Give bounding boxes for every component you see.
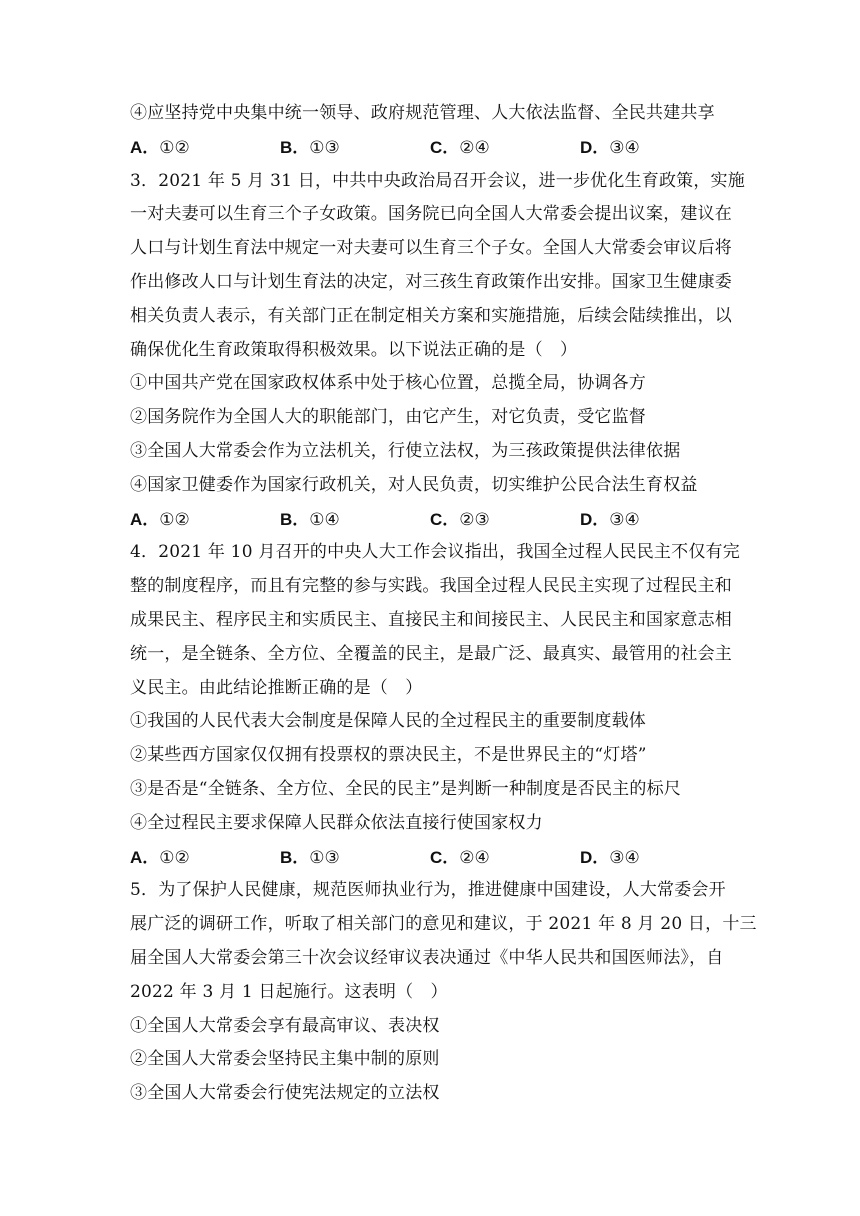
option-text: ①④ <box>309 509 340 530</box>
option-text: ①② <box>159 137 190 158</box>
option-letter: C． <box>430 847 460 867</box>
q4-stem-line: 整的制度程序，而且有完整的参与实践。我国全过程人民民主实现了过程民主和 <box>130 576 732 597</box>
option-text: ①③ <box>309 137 340 158</box>
q4-stem-line: 义民主。由此结论推断正确的是（ ） <box>130 677 423 698</box>
q3-stem-line: 3．2021 年 5 月 31 日，中共中央政治局召开会议，进一步优化生育政策，实施 <box>130 170 745 191</box>
q2-item-4: ④应坚持党中央集中统一领导、政府规范管理、人大依法监督、全民共建共享 <box>130 103 715 123</box>
q5-item-3: ③全国人大常委会行使宪法规定的立法权 <box>130 1083 440 1104</box>
q3-option-d <box>580 503 730 537</box>
q3-options <box>130 503 730 537</box>
q4-option-d <box>580 841 730 875</box>
q3-item-1: ①中国共产党在国家政权体系中处于核心位置，总揽全局，协调各方 <box>130 373 646 394</box>
option-letter: D． <box>580 509 610 529</box>
q4-stem-line: 成果民主、程序民主和实质民主、直接民主和间接民主、人民民主和国家意志相 <box>130 609 732 630</box>
q4-item-3: ③是否是“全链条、全方位、全民的民主”是判断一种制度是否民主的标尺 <box>130 778 681 799</box>
option-letter: D． <box>580 847 610 867</box>
q4-item-4: ④全过程民主要求保障人民群众依法直接行使国家权力 <box>130 812 543 833</box>
option-text: ①③ <box>309 847 340 868</box>
q3-item-3: ③全国人大常委会作为立法机关，行使立法权，为三孩政策提供法律依据 <box>130 440 681 461</box>
q2-option-b <box>280 131 430 165</box>
option-letter: D． <box>580 137 610 157</box>
q2-option-d <box>580 131 730 165</box>
q5-stem-line: 展广泛的调研工作，听取了相关部门的意见和建议，于 2021 年 8 月 20 日，十三 <box>130 914 757 935</box>
q3-stem-line: 相关负责人表示，有关部门正在制定相关方案和实施措施，后续会陆续推出，以 <box>130 305 732 326</box>
q3-item-4: ④国家卫健委作为国家行政机关，对人民负责，切实维护公民合法生育权益 <box>130 474 698 495</box>
q4-option-a <box>130 841 280 875</box>
option-text: ③④ <box>609 509 640 530</box>
q2-option-a <box>130 131 280 165</box>
option-letter: A． <box>130 847 160 867</box>
q4-option-c <box>430 841 580 875</box>
option-text: ①② <box>159 509 190 530</box>
option-text: ③④ <box>609 847 640 868</box>
option-letter: C． <box>430 509 460 529</box>
option-letter: B． <box>280 847 310 867</box>
option-text: ③④ <box>609 137 640 158</box>
q3-option-c <box>430 503 580 537</box>
option-text: ①② <box>159 847 190 868</box>
option-text: ②④ <box>459 847 490 868</box>
option-text: ②④ <box>459 137 490 158</box>
q4-item-1: ①我国的人民代表大会制度是保障人民的全过程民主的重要制度载体 <box>130 711 646 732</box>
q5-stem-line: 届全国人大常委会第三十次会议经审议表决通过《中华人民共和国医师法》，自 <box>130 947 724 968</box>
option-letter: C． <box>430 137 460 157</box>
q2-options <box>130 131 730 165</box>
q5-item-2: ②全国人大常委会坚持民主集中制的原则 <box>130 1049 440 1070</box>
exam-content <box>130 97 757 1111</box>
q3-stem-line: 人口与计划生育法中规定一对夫妻可以生育三个子女。全国人大常委会审议后将 <box>130 238 732 259</box>
q4-option-b <box>280 841 430 875</box>
q4-stem-line: 4．2021 年 10 月召开的中央人大工作会议指出，我国全过程人民民主不仅有完 <box>130 542 740 563</box>
q2-option-c <box>430 131 580 165</box>
q3-option-b <box>280 503 430 537</box>
question-3 <box>130 165 745 537</box>
q5-stem-line: 5．为了保护人民健康，规范医师执业行为，推进健康中国建设，人大常委会开 <box>130 880 726 901</box>
q5-stem-line: 2022 年 3 月 1 日起施行。这表明（ ） <box>130 981 448 1002</box>
q5-item-1: ①全国人大常委会享有最高审议、表决权 <box>130 1015 440 1036</box>
q3-option-a <box>130 503 280 537</box>
question-5 <box>130 874 757 1111</box>
q4-options <box>130 841 730 875</box>
q3-stem-line: 作出修改人口与计划生育法的决定，对三孩生育政策作出安排。国家卫生健康委 <box>130 271 732 292</box>
option-letter: B． <box>280 509 310 529</box>
q3-item-2: ②国务院作为全国人大的职能部门，由它产生，对它负责，受它监督 <box>130 407 646 428</box>
q4-stem-line: 统一，是全链条、全方位、全覆盖的民主，是最广泛、最真实、最管用的社会主 <box>130 643 732 664</box>
q3-stem-line: 一对夫妻可以生育三个子女政策。国务院已向全国人大常委会提出议案，建议在 <box>130 204 732 225</box>
option-letter: B． <box>280 137 310 157</box>
option-letter: A． <box>130 509 160 529</box>
q3-stem-line: 确保优化生育政策取得积极效果。以下说法正确的是（ ） <box>130 339 578 360</box>
option-letter: A． <box>130 137 160 157</box>
q4-item-2: ②某些西方国家仅仅拥有投票权的票决民主，不是世界民主的“灯塔” <box>130 745 647 766</box>
option-text: ②③ <box>459 509 490 530</box>
question-4 <box>130 536 740 874</box>
